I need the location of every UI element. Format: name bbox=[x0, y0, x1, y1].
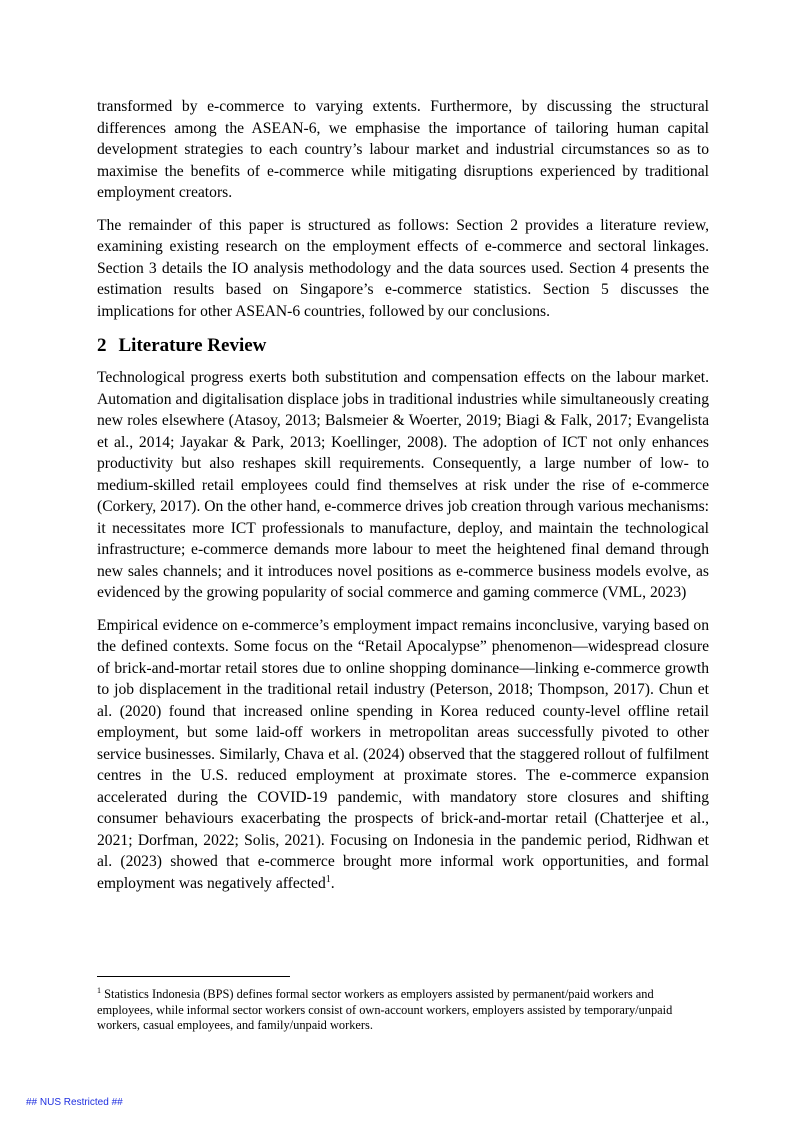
footnote-reference[interactable]: 1 bbox=[325, 873, 331, 885]
footnote-text: Statistics Indonesia (BPS) defines formal sector workers as employers assisted by permanent/paid workers and employees, while informal sector workers consist of own-account workers, employers assisted by temporary/unpaid workers, casual employees, and family/unpaid workers. bbox=[97, 987, 673, 1033]
paragraph-technological-progress: Technological progress exerts both substitution and compensation effects on the labour market. Automation and digitalisation displace jobs in traditional industries while simultaneously creating new roles elsewhere (Atasoy, 2013; Balsmeier & Woerter, 2019; Biagi & Falk, 2017; Evangelista et al., 2014; Jayakar & Park, 2013; Koellinger, 2008). The adoption of ICT not only enhances productivity but also reshapes skill requirements. Consequently, a large number of low- to medium-skilled retail employees could find themselves at risk under the rise of e-commerce (Corkery, 2017). On the other hand, e-commerce drives job creation through various mechanisms: it necessitates more ICT professionals to manufacture, deploy, and maintain the technological infrastructure; e-commerce demands more labour to meet the heightened final demand through new sales channels; and it introduces novel positions as e-commerce business models evolve, as evidenced by the growing popularity of social commerce and gaming commerce (VML, 2023) bbox=[97, 369, 709, 601]
main-text bbox=[97, 96, 709, 905]
paragraph-empirical-evidence-text: Empirical evidence on e-commerce’s employment impact remains inconclusive, varying based on the defined contexts. Some focus on the “Retail Apocalypse” phenomenon—widespread closure of brick-and-mortar retail stores due to online shopping dominance—linking e-commerce growth to job displacement in the traditional retail industry (Peterson, 2018; Thompson, 2017). Chun et al. (2020) found that increased online spending in Korea reduced county-level offline retail employment, but some laid-off workers in metropolitan areas successfully pivoted to other service businesses. Similarly, Chava et al. (2024) observed that the staggered rollout of fulfilment centres in the U.S. reduced employment at proximate stores. The e-commerce expansion accelerated during the COVID-19 pandemic, with mandatory store closures and shifting consumer behaviours exacerbating the prospects of brick-and-mortar retail (Chatterjee et al., 2021; Dorfman, 2022; Solis, 2021). Focusing on Indonesia in the pandemic period, Ridhwan et al. (2023) showed that e-commerce brought more informal work opportunities, and formal employment was negatively affected bbox=[97, 616, 709, 892]
section-heading bbox=[97, 333, 709, 359]
footnote-divider bbox=[97, 976, 290, 977]
paragraph-intro-end: transformed by e-commerce to varying extents. Furthermore, by discussing the structural differences among the ASEAN-6, we emphasise the importance of tailoring human capital development strategies to each country’s labour market and industrial circumstances so as to maximise the benefits of e-commerce while mitigating disruptions experienced by traditional employment creators. bbox=[97, 98, 709, 201]
footnote bbox=[97, 987, 709, 1034]
paragraph-end-period: . bbox=[330, 874, 335, 892]
section-title: Literature Review bbox=[118, 335, 267, 356]
footnote-mark: 1 bbox=[97, 985, 101, 995]
paragraph-paper-structure: The remainder of this paper is structured as follows: Section 2 provides a literature review, examining existing research on the employment effects of e-commerce and sectoral linkages. Section 3 details the IO analysis methodology and the data sources used. Section 4 presents the estimation results based on Singapore’s e-commerce statistics. Section 5 discusses the implications for other ASEAN-6 countries, followed by our conclusions. bbox=[97, 216, 709, 320]
paragraph-empirical-evidence bbox=[97, 615, 709, 895]
classification-label: ## NUS Restricted ## bbox=[26, 1097, 123, 1108]
section-number: 2 bbox=[97, 335, 107, 356]
